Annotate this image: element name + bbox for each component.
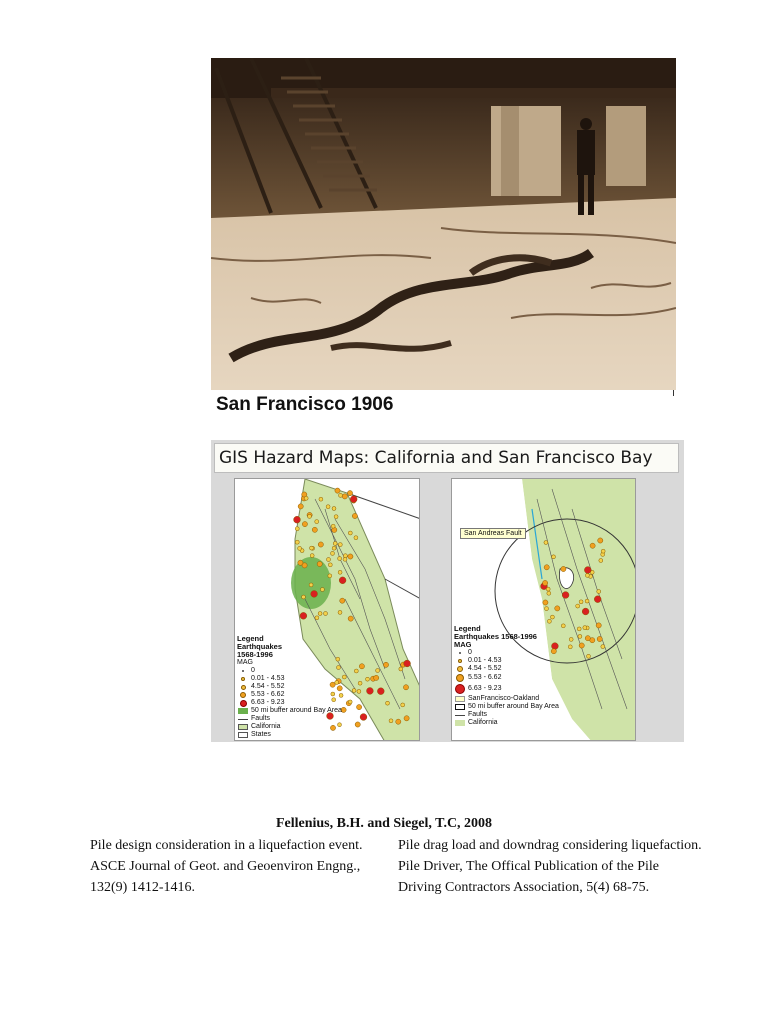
earthquake-photo	[211, 58, 676, 390]
reference-line: ASCE Journal of Geot. and Geoenviron Engng.,	[90, 859, 361, 874]
legend-field: MAG	[237, 659, 253, 666]
quake-point	[579, 600, 583, 604]
right-map-legend	[454, 625, 559, 727]
quake-point	[585, 599, 589, 603]
reference-line: Driving Contractors Association, 5(4) 68-75.	[398, 880, 650, 895]
quake-point	[583, 626, 587, 630]
quake-point	[327, 558, 331, 562]
quake-point	[590, 543, 595, 548]
quake-point	[587, 654, 591, 658]
quake-point	[343, 554, 347, 558]
quake-point	[366, 677, 370, 681]
quake-point	[318, 542, 323, 547]
quake-point	[354, 536, 358, 540]
reference-line: Pile Driver, The Offical Publication of the Pile	[398, 859, 659, 874]
legend-row: 5.53 - 6.62	[454, 673, 559, 683]
quake-point	[332, 546, 336, 550]
legend-row: 0	[237, 667, 342, 675]
left-map-legend	[237, 635, 342, 739]
quake-point	[597, 636, 602, 641]
quake-point	[338, 557, 342, 561]
quake-point	[596, 623, 601, 628]
reference-line: Pile drag load and downdrag considering liquefaction.	[398, 838, 702, 853]
quake-point	[335, 488, 340, 493]
legend-row: 4.54 - 5.52	[454, 665, 559, 673]
quake-point	[295, 540, 299, 544]
quake-point	[386, 701, 390, 705]
california-map	[234, 478, 420, 741]
quake-point	[310, 554, 314, 558]
legend-row: 50 mi buffer around Bay Area	[454, 703, 559, 711]
quake-point	[339, 577, 346, 584]
quake-point	[315, 520, 319, 524]
quake-point	[320, 588, 324, 592]
legend-field: MAG	[454, 640, 472, 649]
quake-point	[302, 595, 306, 599]
quake-point	[298, 546, 302, 550]
quake-point	[348, 554, 353, 559]
legend-row: Faults	[454, 711, 559, 719]
quake-point	[328, 574, 332, 578]
quake-point	[348, 616, 353, 621]
photo-edge-mark	[673, 390, 674, 396]
quake-point	[309, 583, 313, 587]
quake-point	[389, 719, 393, 723]
quake-point	[383, 662, 388, 667]
quake-point	[585, 573, 589, 577]
quake-point	[339, 493, 343, 497]
quake-point	[543, 600, 548, 605]
quake-point	[403, 685, 408, 690]
reference-line: Pile design consideration in a liquefaction event.	[90, 838, 363, 853]
quake-point	[594, 596, 601, 603]
quake-point	[568, 645, 572, 649]
quake-point	[552, 555, 556, 559]
gis-panel	[211, 440, 684, 742]
legend-row: SanFrancisco-Oakland	[454, 695, 559, 703]
quake-point	[584, 567, 591, 574]
quake-point	[544, 541, 548, 545]
quake-point	[352, 689, 356, 693]
quake-point	[350, 496, 357, 503]
quake-point	[555, 606, 560, 611]
quake-point	[569, 637, 573, 641]
quake-point	[561, 566, 566, 571]
quake-point	[544, 565, 549, 570]
quake-point	[342, 494, 347, 499]
legend-title: Legend	[237, 634, 264, 643]
quake-point	[585, 636, 590, 641]
quake-point	[352, 513, 357, 518]
quake-point	[355, 722, 360, 727]
quake-point	[550, 615, 554, 619]
quake-point	[302, 522, 307, 527]
legend-row: California	[454, 719, 559, 727]
legend-layer-title: Earthquakes 1568-1996	[237, 642, 283, 659]
quake-point	[601, 645, 605, 649]
quake-point	[308, 514, 312, 518]
quake-point	[300, 612, 307, 619]
quake-point	[338, 610, 342, 614]
quake-point	[404, 716, 409, 721]
quake-point	[318, 612, 322, 616]
quake-point	[396, 719, 401, 724]
quake-point	[298, 560, 303, 565]
quake-point	[328, 563, 332, 567]
quake-point	[359, 664, 364, 669]
gis-title: GIS Hazard Maps: California and San Francisco Bay	[214, 443, 679, 473]
quake-point	[360, 714, 367, 721]
reference-title: Fellenius, B.H. and Siegel, T.C, 2008	[275, 816, 493, 831]
quake-point	[601, 549, 605, 553]
quake-point	[326, 505, 330, 509]
quake-point	[599, 559, 603, 563]
legend-row: 0	[454, 649, 559, 657]
quake-point	[347, 491, 352, 496]
quake-point	[333, 542, 337, 546]
quake-point	[354, 669, 358, 673]
photo-image	[211, 58, 676, 390]
legend-row: California	[237, 723, 342, 731]
quake-point	[404, 660, 411, 667]
reference-line: 132(9) 1412-1416.	[90, 880, 195, 895]
quake-point	[577, 627, 581, 631]
quake-point	[312, 527, 317, 532]
quake-point	[547, 619, 551, 623]
quake-point	[338, 570, 342, 574]
quake-point	[401, 703, 405, 707]
quake-point	[576, 604, 580, 608]
legend-row: 6.63 - 9.23	[454, 683, 559, 695]
quake-point	[331, 551, 335, 555]
legend-title: Legend	[454, 624, 481, 633]
quake-point	[399, 667, 403, 671]
quake-point	[543, 580, 548, 585]
quake-point	[332, 507, 336, 511]
quake-point	[348, 700, 352, 704]
quake-point	[294, 516, 301, 523]
quake-point	[376, 669, 380, 673]
quake-point	[310, 546, 314, 550]
quake-point	[324, 612, 328, 616]
quake-point	[317, 561, 322, 566]
quake-point	[295, 527, 299, 531]
legend-row: 50 mi buffer around Bay Area	[237, 707, 342, 715]
quake-point	[582, 608, 589, 615]
bay-area-map	[451, 478, 636, 741]
quake-point	[358, 681, 362, 685]
legend-row: States	[237, 731, 342, 739]
quake-point	[340, 598, 345, 603]
quake-point	[331, 524, 335, 528]
quake-point	[561, 624, 565, 628]
quake-point	[598, 538, 603, 543]
legend-row: 4.54 - 5.52	[237, 683, 342, 691]
quake-point	[342, 675, 346, 679]
quake-point	[334, 515, 338, 519]
quake-point	[377, 688, 384, 695]
quake-point	[298, 504, 303, 509]
quake-point	[357, 689, 361, 693]
quake-point	[374, 675, 379, 680]
quake-point	[319, 497, 323, 501]
quake-point	[367, 688, 374, 695]
quake-point	[338, 543, 342, 547]
quake-point	[315, 616, 319, 620]
quake-point	[597, 590, 601, 594]
legend-layer-title: Earthquakes 1568-1996	[454, 632, 537, 641]
quake-point	[578, 634, 582, 638]
legend-row: 0.01 - 4.53	[454, 657, 559, 665]
reference-right	[398, 835, 728, 898]
legend-row: 5.53 - 6.62	[237, 691, 342, 699]
san-andreas-callout: San Andreas Fault	[460, 528, 526, 539]
quake-point	[579, 643, 584, 648]
quake-point	[357, 705, 362, 710]
legend-row: Faults	[237, 715, 342, 723]
legend-row: 6.63 - 9.23	[237, 699, 342, 707]
quake-point	[304, 496, 308, 500]
quake-point	[311, 591, 318, 598]
legend-row: 0.01 - 4.53	[237, 675, 342, 683]
quake-point	[545, 607, 549, 611]
quake-point	[562, 592, 569, 599]
quake-point	[546, 587, 550, 591]
quake-point	[348, 531, 352, 535]
quake-point	[547, 591, 551, 595]
reference-left	[90, 835, 390, 898]
photo-caption: San Francisco 1906	[216, 394, 394, 415]
